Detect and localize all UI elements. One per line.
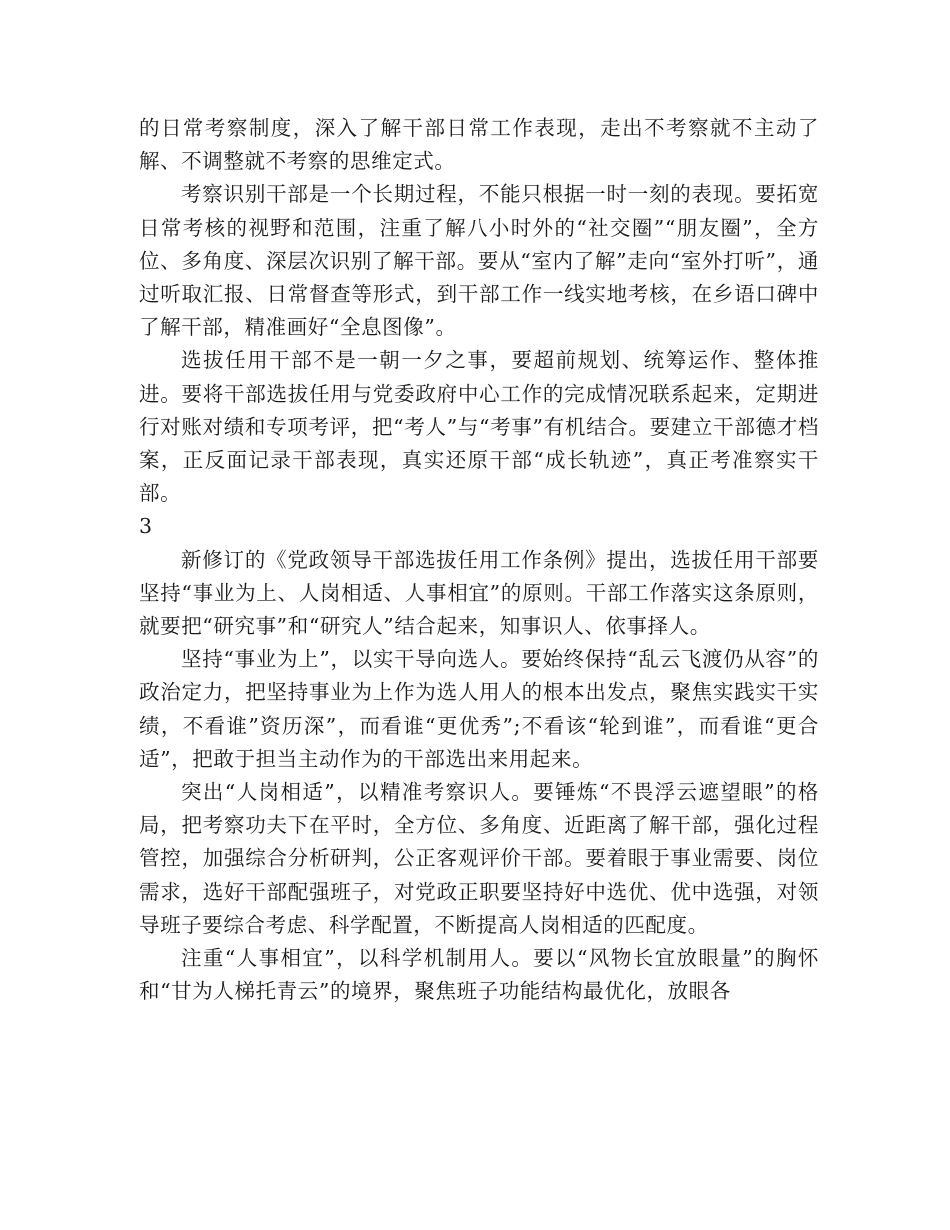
paragraph-career-first: 坚持“事业为上”，以实干导向选人。要始终保持“乱云飞渡仍从容”的政治定力，把坚持事业为上作为选人用人的根本出发点，聚焦实践实干实绩，不看谁”资历深”，而看谁“更优秀”;不看该“轮到谁”，而看谁“更合适”，把敢于担当主动作为的干部选出来用起来。 [139, 647, 819, 771]
paragraph-continuation: 的日常考察制度，深入了解干部日常工作表现，走出不考察就不主动了解、不调整就不考察的思维定式。 [139, 116, 819, 174]
paragraph-person-task-fit: 注重“人事相宜”，以科学机制用人。要以“风物长宜放眼量”的胸怀和“甘为人梯托青云”的境界，聚焦班子功能结构最优化，放眼各 [139, 946, 819, 1004]
paragraph-regulation: 新修订的《党政领导干部选拔任用工作条例》提出，选拔任用干部要坚持“事业为上、人岗相适、人事相宜”的原则。干部工作落实这条原则，就要把“研究事”和“研究人”结合起来，知事识人、依事择人。 [139, 547, 819, 639]
section-number: 3 [139, 514, 153, 539]
document-body [139, 112, 819, 1008]
paragraph-person-post-fit: 突出“人岗相适”，以精准考察识人。要锤炼“不畏浮云遮望眼”的格局，把考察功夫下在平时，全方位、多角度、近距离了解干部，强化过程管控，加强综合分析研判，公正客观评价干部。要着眼于事业需要、岗位需求，选好干部配强班子，对党政正职要坚持好中选优、优中选强，对领导班子要综合考虑、科学配置，不断提高人岗相适的匹配度。 [139, 780, 819, 937]
paragraph-cadre-selection: 选拔任用干部不是一朝一夕之事，要超前规划、统筹运作、整体推进。要将干部选拔任用与党委政府中心工作的完成情况联系起来，定期进行对账对绩和专项考评，把“考人”与“考事”有机结合。要建立干部德才档案，正反面记录干部表现，真实还原干部“成长轨迹”，真正考准察实干部。 [139, 348, 819, 506]
paragraph-cadre-inspection: 考察识别干部是一个长期过程，不能只根据一时一刻的表现。要拓宽日常考核的视野和范围，注重了解八小时外的“社交圈”“朋友圈”，全方位、多角度、深层次识别了解干部。要从“室内了解”走向“室外打听”，通过听取汇报、日常督查等形式，到干部工作一线实地考核，在乡语口碑中了解干部，精准画好“全息图像”。 [139, 182, 819, 340]
